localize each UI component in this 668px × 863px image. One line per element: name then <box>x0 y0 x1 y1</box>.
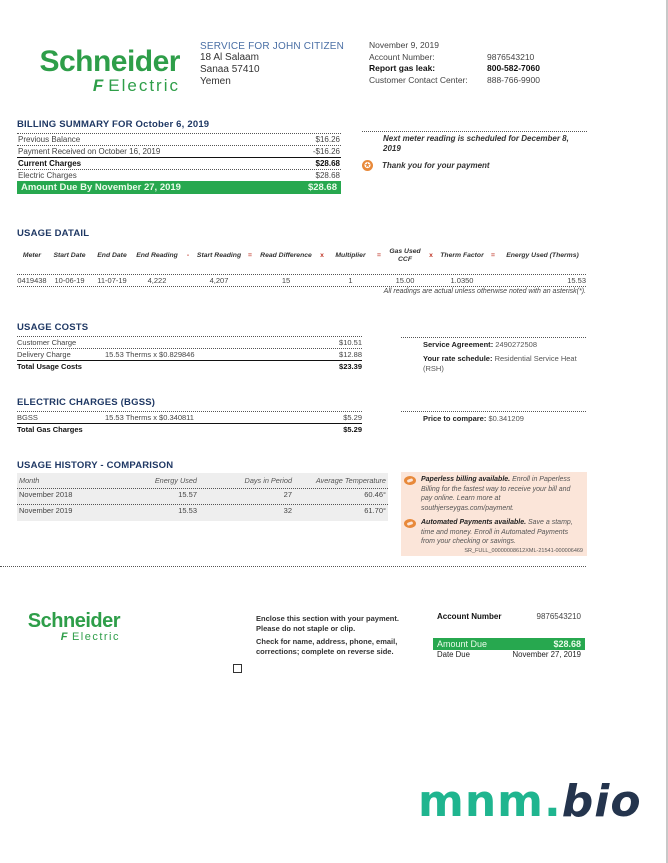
usage-costs <box>17 322 362 372</box>
usage-history <box>17 460 388 521</box>
usage-history-title: USAGE HISTORY - COMPARISON <box>17 460 174 471</box>
usage-detail <box>17 228 586 295</box>
contact-center-label: Customer Contact Center: <box>369 74 468 85</box>
promo-panel <box>401 472 587 556</box>
company-logo <box>22 47 180 95</box>
stub-date-due: Date Due November 27, 2019 <box>437 650 581 659</box>
summary-row: Previous Balance $16.26 <box>18 135 340 144</box>
amount-due-bar <box>17 181 341 194</box>
thank-you-text: Thank you for your payment <box>382 160 490 170</box>
history-header: Month Energy Used Days in Period Average Temperature <box>19 476 386 485</box>
electric-charges <box>17 397 362 435</box>
usage-costs-title: USAGE COSTS <box>17 322 89 333</box>
check-instruction: Check for name, address, phone, email, corrections; complete on reverse side. <box>256 637 398 656</box>
service-agreement-number: 2490272508 <box>495 340 537 349</box>
billing-summary-title: BILLING SUMMARY FOR October 6, 2019 <box>17 119 210 130</box>
stub-account-label: Account Number <box>437 612 502 621</box>
electric-charges-title: ELECTRIC CHARGES (BGSS) <box>17 397 156 408</box>
account-number-label: Account Number: <box>369 51 435 62</box>
tear-off-line <box>0 566 586 567</box>
total-gas-charges-row: Total Gas Charges $5.29 <box>17 425 362 434</box>
leaf-icon <box>404 476 416 485</box>
summary-row: Payment Received on October 16, 2019 -$16.26 <box>18 147 340 156</box>
stub-company-logo <box>22 611 120 643</box>
amount-due-label: Amount Due By November 27, 2019 <box>21 182 181 193</box>
promo-autopay: Automated Payments available. Save a stamp, time and money. Enroll in Automated Payments from your checking or savings. <box>404 518 583 547</box>
usage-history-table <box>17 473 388 521</box>
cost-row: Customer Charge $10.51 <box>17 338 362 347</box>
next-reading-text: Next meter reading is scheduled for December 8, 2019 <box>383 134 569 153</box>
meter-reading-notice <box>362 131 587 171</box>
billing-summary <box>17 119 341 194</box>
enclose-instruction: Enclose this section with your payment. Please do not staple or clip. <box>256 614 399 633</box>
stub-instructions <box>256 614 416 656</box>
logo-wordmark: Schneider <box>39 45 180 78</box>
address-line-1: 18 Al Salaam <box>200 52 259 63</box>
bill-date: November 9, 2019 <box>369 40 439 50</box>
account-info-block <box>369 40 540 86</box>
corrections-checkbox[interactable] <box>233 664 242 673</box>
stub-amount-due-bar: Amount Due $28.68 <box>433 638 585 650</box>
history-row: November 2019 15.53 32 61.70° <box>19 506 386 515</box>
promo-paperless: Paperless billing available. Enroll in Paperless Billing for the fastest way to receive your bill and pay online. Learn more at southjerseygas.com/payment. <box>404 475 583 513</box>
plug-icon: F <box>60 631 69 643</box>
rate-schedule-value: Residential Service Heat (RSH) <box>423 354 577 373</box>
service-for-title: SERVICE FOR JOHN CITIZEN <box>200 41 345 52</box>
amount-due-value: $28.68 <box>307 182 337 193</box>
usage-detail-row: 0419438 10-06-19 11-07-19 4,222 4,207 15 1 15.00 1.0350 15.53 <box>17 276 586 285</box>
reference-code: SR_FULL_00000008612XML-21541-000006469 <box>464 547 583 554</box>
star-icon: ✪ <box>362 160 373 171</box>
usage-detail-title: USAGE DATAIL <box>17 228 90 239</box>
summary-row: Current Charges $28.68 <box>18 159 340 168</box>
stub-payment-info <box>433 612 585 660</box>
cost-row: Delivery Charge 15.53 Therms x $0.829846 $12.88 <box>17 350 362 359</box>
contact-center-phone[interactable]: 888-766-9900 <box>487 74 540 85</box>
leaf-icon <box>404 519 416 528</box>
cost-row: BGSS 15.53 Therms x $0.340811 $5.29 <box>17 413 362 422</box>
gas-leak-phone[interactable]: 800-582-7060 <box>487 63 540 73</box>
service-agreement-block: Service Agreement: 2490272508 Your rate schedule: Residential Service Heat (RSH) <box>401 337 586 374</box>
watermark-logo: mnm.bio <box>418 776 642 827</box>
logo-wordmark: Schneider <box>27 610 120 632</box>
stub-account-value: 9876543210 <box>536 612 581 621</box>
plug-icon: F <box>92 76 106 95</box>
price-compare-value: $0.341209 <box>488 414 524 423</box>
service-address-block <box>200 41 344 88</box>
address-line-3: Yemen <box>200 76 231 87</box>
history-row: November 2018 15.57 27 60.46° <box>19 490 386 499</box>
usage-detail-header: Meter Start Date End Date End Reading - Start Reading = Read Difference x Multiplier = Gas Used CCF x Therm Factor = Energy Used (Therms) <box>22 247 579 263</box>
readings-note: All readings are actual unless otherwise noted with an asterisk(*). <box>383 288 586 295</box>
account-number-value: 9876543210 <box>487 51 535 62</box>
total-usage-costs-row: Total Usage Costs $23.39 <box>17 362 362 371</box>
address-line-2: Sanaa 57410 <box>200 64 260 75</box>
price-compare-block: Price to compare: $0.341209 <box>401 411 586 424</box>
logo-subtitle: F Electric <box>92 76 180 95</box>
logo-subtitle: F Electric <box>60 631 120 643</box>
gas-leak-label: Report gas leak: <box>369 63 436 73</box>
summary-row: Electric Charges $28.68 <box>18 171 340 180</box>
